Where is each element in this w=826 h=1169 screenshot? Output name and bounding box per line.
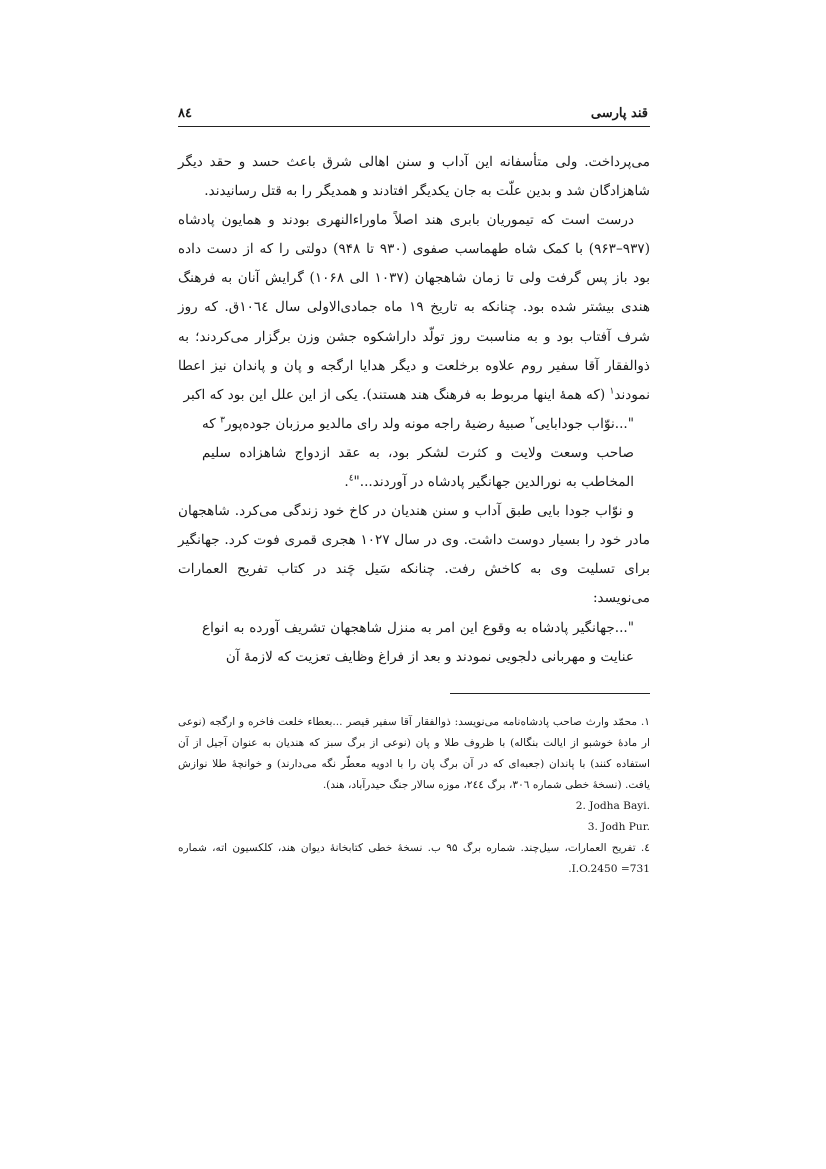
quote-1-part-a: "...نوّاب جودابایی xyxy=(534,415,634,432)
journal-title: قند پارسی xyxy=(590,106,648,121)
footnote-ref-2: ۲ xyxy=(529,415,535,426)
paragraph-2-tail: (که همهٔ اینها مربوط به فرهنگ هند هستند). یکی از این علل این بود که اکبر xyxy=(183,386,610,403)
main-text xyxy=(178,148,650,672)
footnote-1: ۱. محمّد وارث صاحب پادشاه‌نامه می‌نویسد: ذوالفقار آقا سفیر قیصر ...بعطاء خلعت فاخره و ارگجه (نوعی ار مادهٔ خوشبو از ایالت بنگاله) با ظروف طلا و پان (نوعی از برگ سبز که هندیان به عنوان آجیل از آن استفاده کنند) با پاندان (جعبه‌ای که در آن برگ پان را با ادویه معطّر نگه می‌دارند) و خوانچهٔ طلا نوازش یافت. (نسخهٔ خطی شماره ۳۰٦، برگ ۲٤٤، موزه سالار جنگ حیدرآباد، هند). xyxy=(178,716,650,791)
quote-2: "...جهانگیر پادشاه به وقوع این امر به منزل شاهجهان تشریف آورده به انواع عنایت و مهربانی دلجویی نمودند و بعد از فراغ وظایف تعزیت که لازمهٔ آن xyxy=(202,619,634,665)
paragraph-1: می‌پرداخت. ولی متأسفانه این آداب و سنن اهالی شرق باعث حسد و حقد دیگر شاهزادگان شد و بدین علّت به جان یکدیگر افتادند و همدیگر را به قتل رسانیدند. xyxy=(178,154,650,200)
quote-1-part-c: که صاحب وسعت ولایت و کثرت لشکر بود، به عقد ازدواج شاهزاده سلیم المخاطب به نورالدین جهانگیر پادشاه در آوردند..." xyxy=(202,415,634,491)
footnotes xyxy=(178,712,650,880)
footnote-ref-4: ٤ xyxy=(348,473,354,484)
header-rule xyxy=(178,126,650,127)
page-number: ۸٤ xyxy=(178,106,192,121)
quote-1 xyxy=(178,410,650,497)
quote-1-part-b: صبیهٔ رضیهٔ راجه مونه ولد رای مالدیو مرزبان جوده‌پور xyxy=(224,415,530,432)
quote-1-end: . xyxy=(344,474,349,491)
footnote-ref-1: ۱ xyxy=(609,386,615,397)
footnote-2: 2. Jodha Bayi. xyxy=(575,800,650,812)
paragraph-3: و نوّاب جودا بایی طبق آداب و سنن هندیان در کاخ خود زندگی می‌کرد. شاهجهان مادر خود را بسیار دوست داشت. وی در سال ۱۰۲۷ هجری قمری فوت کرد. جهانگیر برای تسلیت وی به کاخش رفت. چنانکه سَیل چَند در کتاب تفریح العمارات می‌نویسد: xyxy=(178,503,650,607)
footnote-3: 3. Jodh Pur. xyxy=(587,821,650,833)
footnote-ref-3: ۳ xyxy=(220,415,225,426)
footnote-rule xyxy=(450,693,650,694)
paragraph-2 xyxy=(178,206,650,410)
paragraph-2-text: درست است که تیموریان بابری هند اصلاً ماوراءالنهری بودند و همایون پادشاه (۹۳۷–۹۶۳) با کمک شاه طهماسب صفوی (۹۳۰ تا ۹۴۸) دولتی را که از دست داده بود باز پس گرفت ولی تا زمان شاهجهان (۱۰۳۷ الی ۱۰۶۸) گرایش آنان به فرهنگ هندی بیشتر شده بود. چنانکه به تاریخ ۱۹ ماه جمادی‌الاولی سال ۱۰٦٤ق. که روز شرف آفتاب بود و به مناسبت روز تولّد داراشکوه جشن وزن برگزار می‌کردند؛ به ذوالفقار آقا سفیر روم علاوه برخلعت و دیگر هدایا ارگجه و پان و پاندان نیز اعطا نمودند xyxy=(178,212,651,403)
footnote-4: ٤. تفریح العمارات، سیل‌چند. شماره برگ ۹۵ ب. نسخهٔ خطی کتابخانهٔ دیوان هند، کلکسیون اته، شماره I.O.2450 =731. xyxy=(178,842,650,875)
